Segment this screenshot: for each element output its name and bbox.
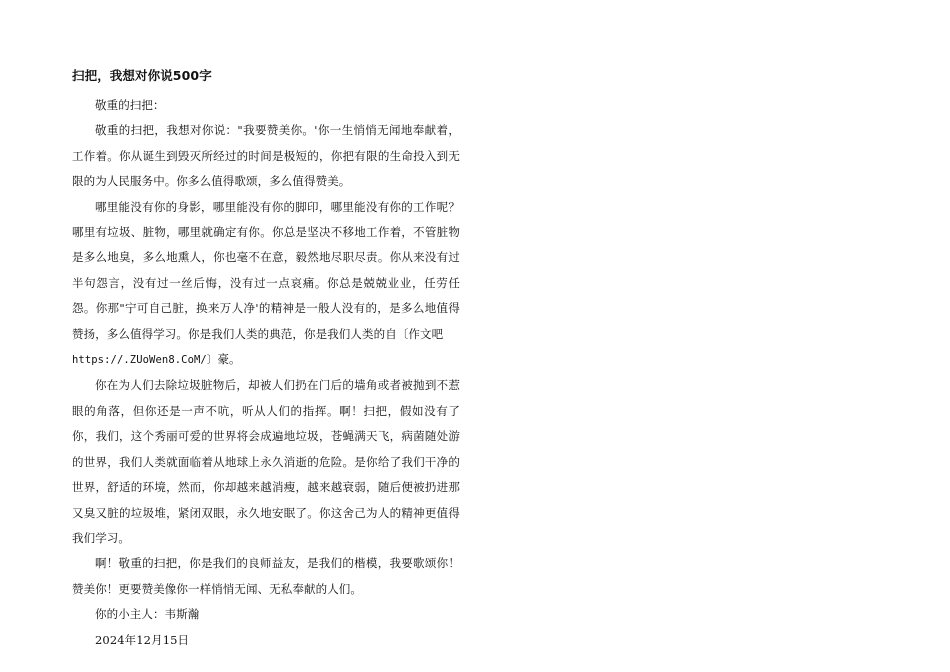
paragraph-4: 啊！敬重的扫把，你是我们的良师益友，是我们的楷模，我要歌颂你！赞美你！更要赞美像你一样悄悄无闻、无私奉献的人们。	[72, 556, 460, 596]
date: 2024年12月15日	[95, 632, 190, 647]
document-title: 扫把，我想对你说500字	[72, 68, 212, 83]
url-line	[72, 347, 460, 373]
greeting: 敬重的扫把：	[95, 98, 165, 112]
paragraph-3: 你在为人们去除垃圾脏物后，却被人们扔在门后的墙角或者被抛到不惹眼的角落，但你还是一声不吭，听从人们的指挥。啊！扫把，假如没有了你，我们，这个秀丽可爱的世界将会成遍地垃圾，苍蝇满天飞，病菌随处游的世界，我们人类就面临着从地球上永久消逝的危险。是你给了我们干净的世界，舒适的环境，然而，你却越来越消瘦，越来越衰弱，随后便被扔进那又臭又脏的垃圾堆，紧闭双眼，永久地安眠了。你这舍己为人的精神更值得我们学习。	[72, 378, 460, 545]
document-body	[72, 66, 460, 653]
paragraph-2: 哪里能没有你的身影，哪里能没有你的脚印，哪里能没有你的工作呢？哪里有垃圾、脏物，哪里就确定有你。你总是坚决不移地工作着，不管脏物是多么地臭，多么地熏人，你也毫不在意，毅然地尽职尽责。你从来没有过半句怨言，没有过一丝后悔，没有过一点哀痛。你总是兢兢业业，任劳任怨。你那"宁可自己脏，换来万人净'的精神是一般人没有的，是多么地值得赞扬，多么值得学习。你是我们人类的典范，你是我们人类的自〔作文吧	[72, 199, 460, 341]
paragraph-1: 敬重的扫把，我想对你说："我要赞美你。'你一生悄悄无闻地奉献着，工作着。你从诞生到毁灭所经过的时间是极短的，你把有限的生命投入到无限的为人民服务中。你多么值得歌颂，多么值得赞美。	[72, 123, 460, 189]
signature: 你的小主人：韦斯瀚	[95, 607, 200, 622]
url-suffix: 豪。	[217, 352, 241, 367]
source-url: https://.ZUoWen8.CoM/〕	[72, 354, 218, 367]
